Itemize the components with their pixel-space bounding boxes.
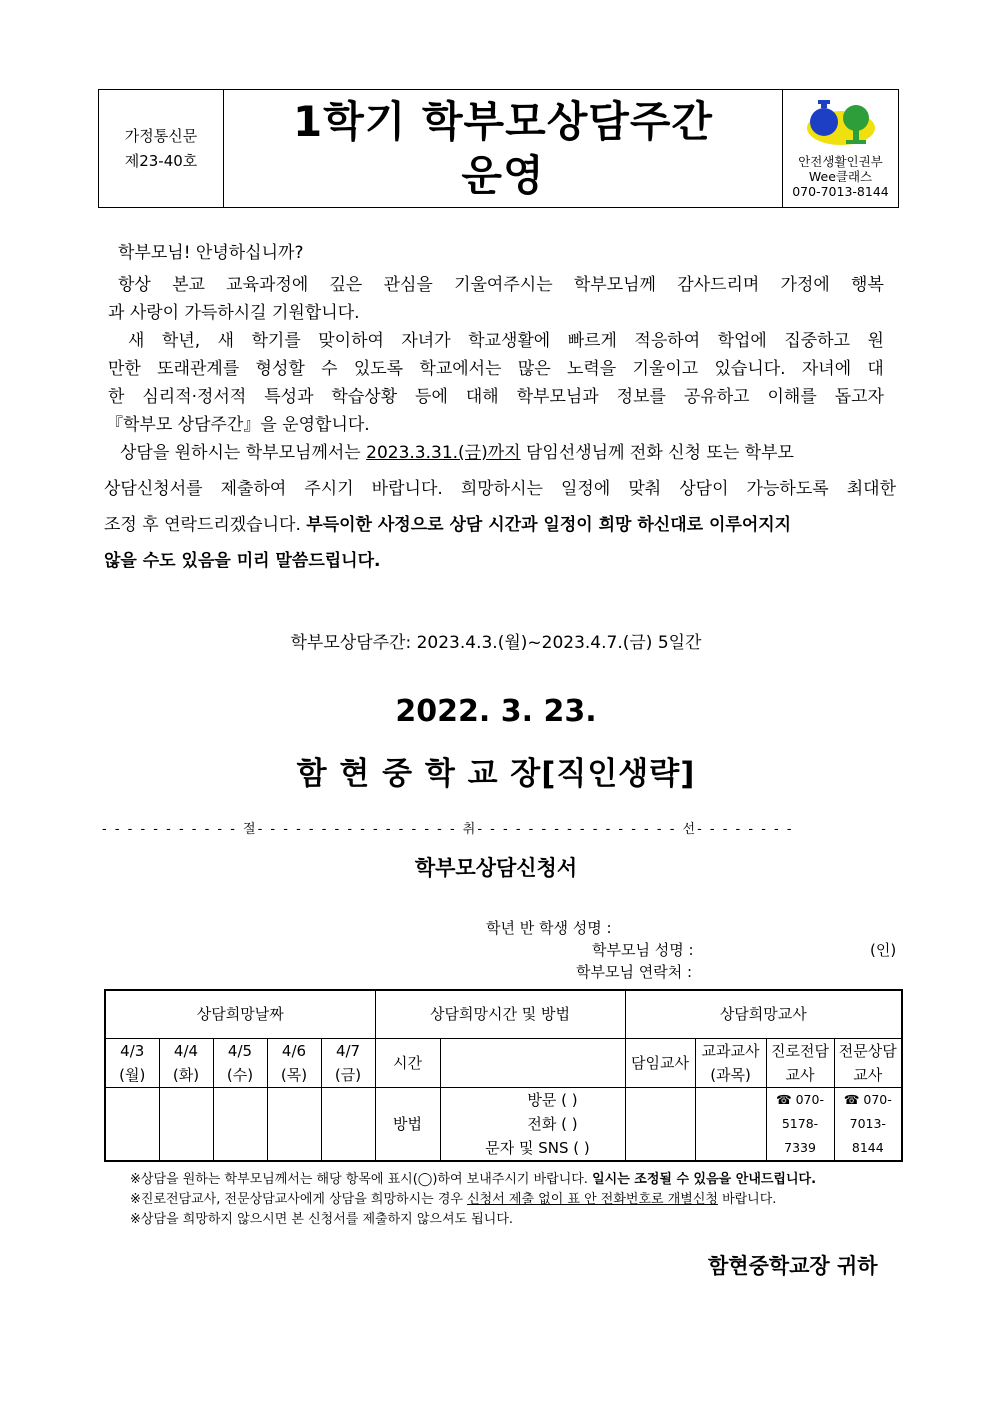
word: 기울이고 bbox=[632, 359, 699, 379]
word: 깊은 bbox=[329, 275, 363, 295]
method-label: 방법 bbox=[375, 1087, 440, 1161]
word: 형성할 bbox=[255, 359, 305, 379]
word: 학부모님께 bbox=[573, 275, 656, 295]
word: 많은 bbox=[517, 359, 551, 379]
addressee: 함현중학교장 귀하 bbox=[708, 1254, 878, 1278]
paragraph-2-line-4: 『학부모 상담주간』을 운영합니다. bbox=[106, 415, 370, 435]
word: 자녀에 bbox=[801, 359, 852, 379]
career-teacher-phone: ☎ 070- 5178-7339 bbox=[766, 1087, 834, 1161]
word: 만한 bbox=[108, 359, 141, 379]
method-options[interactable] bbox=[440, 1087, 625, 1161]
time-input-cell[interactable] bbox=[440, 1038, 625, 1087]
paragraph-2-line-1 bbox=[128, 326, 884, 351]
document-title bbox=[224, 90, 783, 207]
word: 일정에 bbox=[560, 479, 611, 499]
word: 특성과 bbox=[264, 387, 314, 407]
cut-line: - - - - - - - - - - - 절- - - - - - - - - - - - - - - - 취- - - - - - - - - - - - - - - - 선- - - - - - - - bbox=[102, 822, 794, 837]
note-2-end: 바랍니다. bbox=[717, 1192, 777, 1207]
word: 새 bbox=[217, 331, 235, 351]
word: 있습니다. bbox=[714, 359, 786, 379]
word: 원 bbox=[867, 331, 884, 351]
note-1 bbox=[130, 1168, 816, 1187]
word: 있도록 bbox=[353, 359, 404, 379]
word: 적응하여 bbox=[634, 331, 701, 351]
date-cell-1: 4/4 (화) bbox=[159, 1038, 213, 1087]
word: 가정에 bbox=[780, 275, 830, 295]
paragraph-2-line-3 bbox=[108, 382, 884, 407]
form-title: 학부모상담신청서 bbox=[414, 856, 578, 880]
paragraph-3-line-3 bbox=[104, 510, 791, 535]
word: 심리적·정서적 bbox=[142, 387, 247, 407]
issue-number: 제23-40호 bbox=[124, 151, 198, 170]
paragraph-3-line-1 bbox=[120, 438, 794, 463]
title-line-1: 1학기 학부모상담주간 bbox=[293, 96, 713, 146]
word: 본교 bbox=[172, 275, 205, 295]
issue-label: 가정통신문 bbox=[124, 126, 198, 145]
word: 자녀가 bbox=[401, 331, 451, 351]
date-check-0[interactable] bbox=[105, 1087, 159, 1161]
parent-contact-line: 학부모님 연락처 : bbox=[576, 963, 693, 981]
word: 항상 bbox=[118, 275, 151, 295]
method-visit[interactable]: 방문 ( ) bbox=[527, 1090, 578, 1109]
department-info bbox=[783, 90, 898, 207]
word: 학기를 bbox=[251, 331, 301, 351]
word: 주시기 bbox=[304, 479, 354, 499]
paragraph-2-line-2 bbox=[108, 354, 884, 379]
word: 학교생활에 bbox=[468, 331, 551, 351]
word: 이해를 bbox=[767, 387, 817, 407]
paragraph-1-line-1 bbox=[118, 270, 884, 295]
date-check-2[interactable] bbox=[213, 1087, 267, 1161]
homeroom-teacher-label: 담임교사 bbox=[625, 1038, 695, 1087]
p3-line3-bold: 부득이한 사정으로 상담 시간과 일정이 희망 하신대로 이루어지지 bbox=[306, 515, 792, 535]
note-1-emphasis: 일시는 조정될 수 있음을 안내드립니다. bbox=[592, 1172, 817, 1187]
header-box bbox=[98, 89, 899, 208]
word: 새 bbox=[128, 331, 145, 351]
student-name-line: 학년 반 학생 성명 : bbox=[486, 919, 612, 937]
word: 대 bbox=[867, 359, 884, 379]
word: 맞춰 bbox=[628, 479, 662, 499]
p3-line3-text: 조정 후 연락드리겠습니다. bbox=[104, 515, 307, 535]
p3-text-b: 담임선생님께 전화 신청 또는 학부모 bbox=[520, 443, 794, 463]
seal-mark: (인) bbox=[870, 941, 897, 959]
date-cell-4: 4/7 (금) bbox=[321, 1038, 375, 1087]
greeting: 학부모님! 안녕하십니까? bbox=[118, 243, 304, 263]
counseling-period: 학부모상담주간: 2023.4.3.(월)~2023.4.7.(금) 5일간 bbox=[290, 633, 702, 653]
word: 최대한 bbox=[846, 479, 896, 499]
method-sms[interactable]: 문자 및 SNS ( ) bbox=[485, 1138, 590, 1157]
word: 노력을 bbox=[566, 359, 617, 379]
issue-info bbox=[99, 90, 224, 207]
word: 학부모님과 bbox=[516, 387, 599, 407]
word: 기울여주시는 bbox=[454, 275, 553, 295]
word: 공유하고 bbox=[683, 387, 750, 407]
method-phone[interactable]: 전화 ( ) bbox=[527, 1114, 578, 1133]
note-2-underline: 신청서 제출 없이 표 안 전화번호로 개별신청 bbox=[467, 1192, 718, 1207]
department-name: 안전생활인권부 bbox=[798, 154, 883, 169]
word: 학업에 bbox=[717, 331, 767, 351]
word: 대해 bbox=[465, 387, 499, 407]
subject-teacher-label: 교과교사 (과목) bbox=[695, 1038, 766, 1087]
subject-check[interactable] bbox=[695, 1087, 766, 1161]
word: 제출하여 bbox=[220, 479, 287, 499]
paragraph-1-line-2: 과 사랑이 가득하시길 기원합니다. bbox=[108, 303, 360, 323]
word: 학습상황 bbox=[331, 387, 398, 407]
word: 상담이 bbox=[679, 479, 729, 499]
note-2 bbox=[130, 1188, 776, 1207]
paragraph-3-line-2 bbox=[104, 474, 896, 499]
title-line-2: 운영 bbox=[461, 150, 545, 200]
homeroom-check[interactable] bbox=[625, 1087, 695, 1161]
word: 맞이하여 bbox=[318, 331, 384, 351]
p3-text-a: 상담을 원하시는 학부모님께서는 bbox=[120, 443, 367, 463]
word: 또래관계를 bbox=[157, 359, 240, 379]
word: 관심을 bbox=[383, 275, 433, 295]
word: 한 bbox=[108, 387, 125, 407]
paragraph-3-line-4: 않을 수도 있음을 미리 말씀드립니다. bbox=[104, 551, 381, 571]
word: 등에 bbox=[415, 387, 448, 407]
date-check-4[interactable] bbox=[321, 1087, 375, 1161]
principal-signature: 함 현 중 학 교 장[직인생략] bbox=[296, 756, 696, 792]
issue-date: 2022. 3. 23. bbox=[395, 694, 597, 729]
school-logo-icon bbox=[806, 98, 876, 146]
word: 돕고자 bbox=[834, 387, 884, 407]
counselor-label: 전문상담 교사 bbox=[834, 1038, 902, 1087]
word: 정보를 bbox=[616, 387, 666, 407]
date-check-1[interactable] bbox=[159, 1087, 213, 1161]
date-cell-0: 4/3 (월) bbox=[105, 1038, 159, 1087]
note-3: ※상담을 희망하지 않으시면 본 신청서를 제출하지 않으셔도 됩니다. bbox=[130, 1212, 514, 1227]
word: 수 bbox=[321, 359, 338, 379]
header-desired-time: 상담희망시간 및 방법 bbox=[375, 990, 625, 1038]
department-phone: 070-7013-8144 bbox=[792, 184, 889, 199]
date-cell-3: 4/6 (목) bbox=[267, 1038, 321, 1087]
word: 교육과정에 bbox=[226, 275, 309, 295]
note-1-text: ※상담을 원하는 학부모님께서는 해당 항목에 표시(◯)하여 보내주시기 바랍니다. bbox=[130, 1172, 593, 1187]
word: 학교에서는 bbox=[419, 359, 502, 379]
counselor-phone: ☎ 070- 7013-8144 bbox=[834, 1087, 902, 1161]
career-teacher-label: 진로전담 교사 bbox=[766, 1038, 834, 1087]
wee-class: Wee클래스 bbox=[808, 169, 873, 184]
note-2-text: ※진로전담교사, 전문상담교사에게 상담을 희망하시는 경우 bbox=[130, 1192, 468, 1207]
word: 감사드리며 bbox=[677, 275, 760, 295]
word: 상담신청서를 bbox=[104, 479, 203, 499]
date-cell-2: 4/5 (수) bbox=[213, 1038, 267, 1087]
word: 가능하도록 bbox=[746, 479, 829, 499]
deadline-date: 2023.3.31.(금)까지 bbox=[366, 443, 521, 463]
date-check-3[interactable] bbox=[267, 1087, 321, 1161]
word: 행복 bbox=[851, 275, 884, 295]
application-table bbox=[104, 989, 903, 1162]
word: 빠르게 bbox=[567, 331, 617, 351]
header-desired-teacher: 상담희망교사 bbox=[625, 990, 902, 1038]
word: 학년, bbox=[161, 331, 201, 351]
word: 희망하시는 bbox=[460, 479, 543, 499]
word: 바랍니다. bbox=[371, 479, 443, 499]
time-label: 시간 bbox=[375, 1038, 440, 1087]
parent-name-line: 학부모님 성명 : bbox=[592, 941, 694, 959]
word: 집중하고 bbox=[784, 331, 851, 351]
header-desired-date: 상담희망날짜 bbox=[105, 990, 375, 1038]
